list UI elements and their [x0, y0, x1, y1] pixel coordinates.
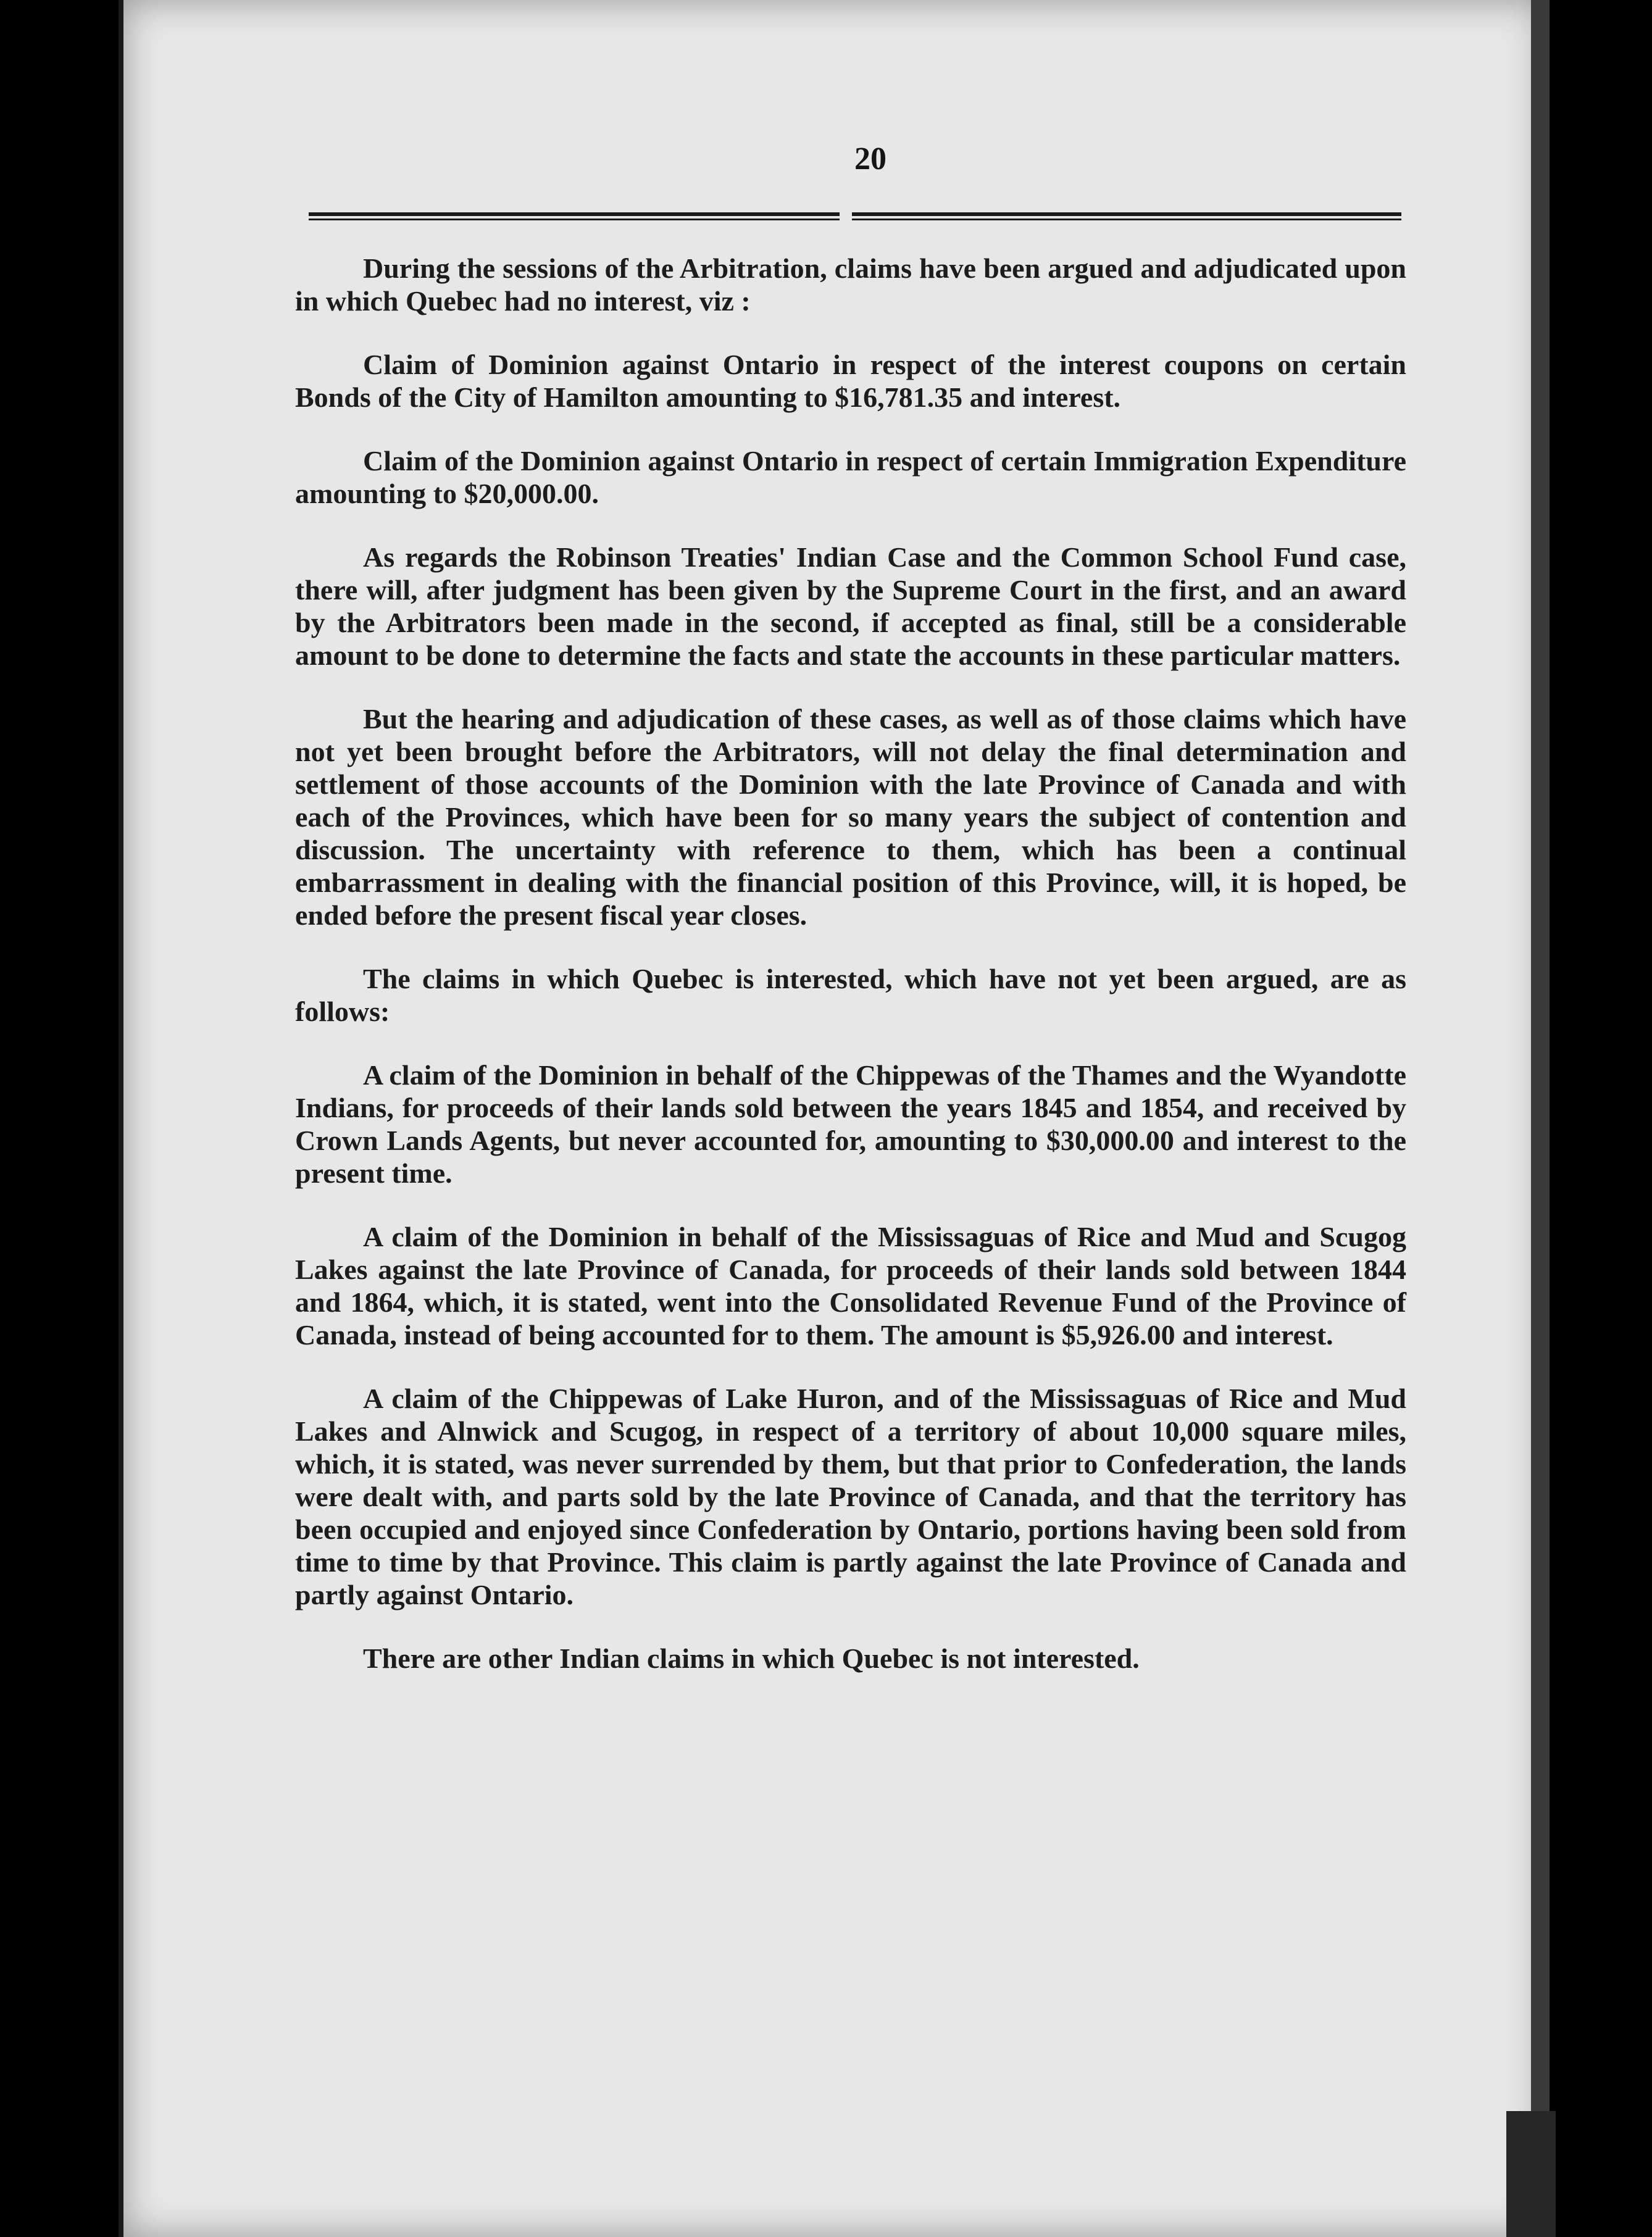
paragraph-mississaguas-claim: A claim of the Dominion in behalf of the Mississaguas of Rice and Mud and Scugog Lakes against the late Province of Canada, for proceeds of their lands sold between 1844 and 1864, which, it is stated, went into the Consolidated Revenue Fund of the Province of Canada, instead of being accounted for to them. The amount is $5,926.00 and interest.: [295, 1221, 1406, 1351]
paragraph-lake-huron-claim: A claim of the Chippewas of Lake Huron, and of the Mississaguas of Rice and Mud Lakes and Alnwick and Scugog, in respect of a territory of about 10,000 square miles, which, it is stated, was never surrended by them, but that prior to Confederation, the lands were dealt with, and parts sold by the late Province of Canada, and that the territory has been occupied and enjoyed since Confederation by Ontario, portions having been sold from time to time by that Province. This claim is partly against the late Province of Canada and partly against Ontario.: [295, 1383, 1406, 1610]
paragraph-robinson-treaties: As regards the Robinson Treaties' Indian Case and the Common School Fund case, there will, after judgment has been given by the Supreme Court in the first, and an award by the Arbitrators been made in the second, if accepted as final, still be a considerable amount to be done to determine the facts and state the accounts in these particular matters.: [295, 541, 1406, 671]
page-right-edge: [1531, 0, 1550, 2237]
paragraph-hearing-adjudication: But the hearing and adjudication of these cases, as well as of those claims which have not yet been brought before the Arbitrators, will not delay the final determination and settlement of those accounts of the Dominion with the late Province of Canada and with each of the Provinces, which have been for so many years the subject of contention and discussion. The uncertainty with reference to them, which has been a continual embarrassment in dealing with the financial position of this Province, will, it is hoped, be ended before the present fiscal year closes.: [295, 703, 1406, 931]
page-corner-shadow: [1506, 2111, 1556, 2237]
paragraph-arbitration-sessions: During the sessions of the Arbitration, claims have been argued and adjudicated upon in which Quebec had no interest, viz :: [295, 252, 1406, 317]
paragraph-chippewas-thames-claim: A claim of the Dominion in behalf of the Chippewas of the Thames and the Wyandotte Indians, for proceeds of their lands sold between the years 1845 and 1854, and received by Crown Lands Agents, but never accounted for, amounting to $30,000.00 and interest to the present time.: [295, 1059, 1406, 1189]
body-text: [295, 252, 1406, 1706]
paragraph-hamilton-bonds-claim: Claim of Dominion against Ontario in respect of the interest coupons on certain Bonds of the City of Hamilton amounting to $16,781.35 and interest.: [295, 349, 1406, 413]
paragraph-claims-intro: The claims in which Quebec is interested, which have not yet been argued, are as follows:: [295, 963, 1406, 1027]
paragraph-immigration-claim: Claim of the Dominion against Ontario in respect of certain Immigration Expenditure amounting to $20,000.00.: [295, 445, 1406, 509]
paragraph-other-claims: There are other Indian claims in which Quebec is not interested.: [363, 1643, 1140, 1674]
header-rule-left: [309, 212, 840, 220]
page-number: 20: [854, 141, 886, 177]
header-rule-right: [852, 212, 1401, 220]
